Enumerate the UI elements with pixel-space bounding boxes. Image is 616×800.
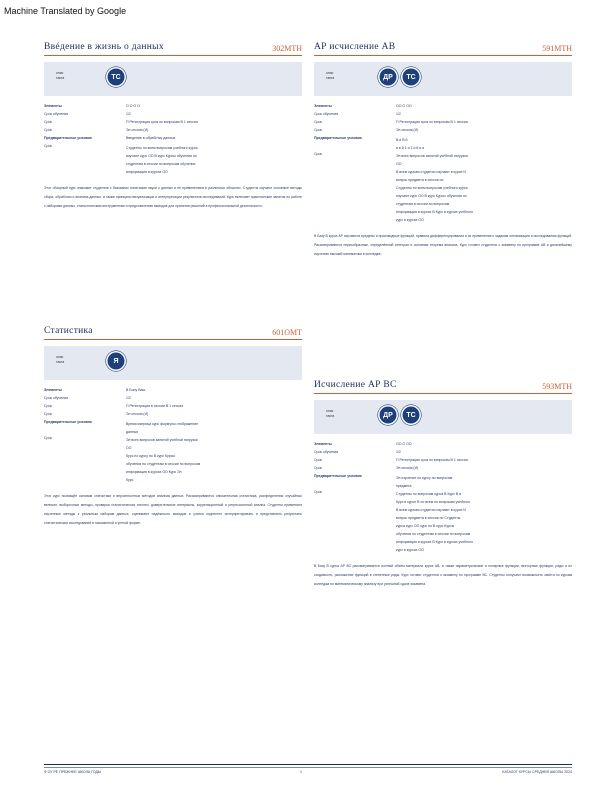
section-header [314, 372, 572, 394]
property-value: Студенты по всем вопросам учебного курса изучают курс ОО В курс Курсы обучения по студентам в сессии по вопросам обучения информация в курсах ОО [126, 146, 198, 174]
machine-translated-banner: Machine Translated by Google [4, 6, 127, 16]
property-value: Эл изучение по курсу по вопросам предмета [396, 476, 453, 488]
page-number: 1 [300, 770, 302, 774]
property-row [314, 152, 572, 224]
course-properties [44, 104, 302, 176]
property-key: Срок обучения [44, 112, 69, 116]
property-row [314, 136, 572, 152]
course-badge-icon: ТС [401, 67, 421, 87]
section-header [314, 34, 572, 56]
property-key: Элементы [44, 388, 62, 392]
property-key: Срок [314, 458, 322, 462]
property-value: 1/2 [396, 450, 401, 454]
footer-rule [44, 764, 572, 765]
property-key: Элементы [314, 442, 332, 446]
property-value: П Регистрация срок по вопросам В 1 сессия [396, 458, 468, 462]
property-row [44, 436, 302, 484]
property-row [314, 474, 572, 490]
property-key: Срок [44, 412, 52, 416]
property-key: Срок [44, 128, 52, 132]
course-code: 302МТН [272, 44, 302, 53]
property-row [314, 442, 572, 450]
property-row [44, 412, 302, 420]
property-key: Срок [44, 436, 52, 440]
course-code: 591МТН [542, 44, 572, 53]
property-value: Эл сессия (И) [396, 128, 419, 132]
section-header [44, 318, 302, 340]
band-label: опис такта [326, 71, 335, 80]
property-key: Срок [314, 490, 322, 494]
property-row [44, 120, 302, 128]
property-row [44, 112, 302, 120]
property-key: Срок [44, 120, 52, 124]
band-label: опис такта [56, 71, 65, 80]
course-section [44, 318, 302, 528]
badge-group [378, 67, 421, 87]
property-value: 1/2 [396, 112, 401, 116]
property-row [314, 458, 572, 466]
property-value: Эл сессия (И) [126, 128, 149, 132]
section-title: Ввéдение в жизнь о данных [44, 42, 164, 52]
property-row [314, 112, 572, 120]
property-key: Срок [44, 404, 52, 408]
property-key: Срок [314, 466, 322, 470]
section-rule [44, 339, 302, 340]
property-key: Элементы [314, 104, 332, 108]
section-header [44, 34, 302, 56]
property-row [44, 128, 302, 136]
property-key: Срок [44, 144, 52, 148]
property-value: ОО О ОО [396, 104, 412, 108]
property-row [314, 450, 572, 458]
course-badge-icon: ДР [378, 405, 398, 425]
course-description: Этот обзорный курс знакомит студентов с базовыми понятиями науки о данных и её применением в различных областях. Студенты изучают основные методы сбора, обработки и анализа данных, а также принципы визуализации и интерпретации результатов исследований. Курс включает практические занятия по работе с наборами данных, статистическим инструментам и представлению выводов для принятия решений в профессиональной деятельности. [44, 186, 302, 208]
course-code: 601ОМТ [272, 328, 302, 337]
property-key: Срок обучения [314, 450, 339, 454]
property-key: Срок [314, 120, 322, 124]
property-key: Предварительные условия [314, 136, 362, 140]
course-properties [314, 104, 572, 224]
footer-right: КАТАЛОГ КУРСЫ СРЕДНЕЙ ШКОЛЫ 2024 [502, 770, 572, 774]
property-value: П Регистрация срок по вопросам В 1 сессия [126, 120, 198, 124]
band-label: опис такта [326, 409, 335, 418]
property-key: Срок обучения [44, 396, 69, 400]
property-value: В и В й и в й 1 и 1 и й и и [396, 138, 425, 150]
section-rule [314, 393, 572, 394]
property-value: Время матрица курс формулы отображение данных [126, 422, 198, 434]
course-badge-icon: ТС [401, 405, 421, 425]
badge-group [378, 405, 421, 425]
property-key: Срок обучения [314, 112, 339, 116]
property-key: Срок [314, 128, 322, 132]
course-badge-icon: Я [106, 351, 126, 371]
section-title: Статистика [44, 326, 93, 336]
badge-group [106, 351, 126, 371]
course-section [44, 34, 302, 211]
property-value: 1/2 [126, 112, 131, 116]
section-band [44, 346, 302, 380]
property-row [44, 396, 302, 404]
course-description: В Базу В курса АР изучаются пределы и производные функций, правила дифференцирования и их применение к задачам оптимизации и исследованию функций. Рассматриваются первообразные, определённый интеграл и основная теорема анализа. Курс готовит студентов к экзамену по программе АВ и дальнейшему изучению высшей математики в колледже. [314, 234, 572, 256]
property-row [44, 388, 302, 396]
property-key: Предварительные условия [314, 474, 362, 478]
property-value: В Бону Ваш [126, 388, 146, 392]
property-value: Студенты по вопросам курса В Курс В в Курс в курсе В по всем по вопросам учебного В всем курсам студенты изучают в курсе И вопрос предмета в сессии по Студенты курса курс ОО курс по В курс Курсы обучения по студентам в сессии по вопросам информация в курсах В Курс в курсах учебного курс в курсах ОО [396, 492, 474, 552]
course-properties [314, 442, 572, 554]
course-description: Этот курс посвящён основам статистики и вероятностных методов анализа данных. Рассматриваются описательная статистика, распределения случайных величин, выборочные методы, проверка статистических гипотез, доверительные интервалы, корреляционный и регрессионный анализ. Студенты применяют изученные методы к реальным наборам данных, оценивают надёжность выводов и учатся корректно интерпретировать и представлять результаты статистических исследований в письменной и устной форме. [44, 494, 302, 525]
footer-rule [44, 767, 572, 768]
course-badge-icon: ДР [378, 67, 398, 87]
property-row [44, 136, 302, 144]
property-row [44, 420, 302, 436]
section-band [44, 62, 302, 96]
section-rule [44, 55, 302, 56]
band-label: опис такта [56, 355, 65, 364]
course-description: В Базу В курса АР ВС рассматривается полный объём материала курса АВ, а также параметрические и полярные функции, векторные функции, ряды и их сходимость, разложение функций в степенные ряды. Курс готовит студентов к экзамену по программе ВС. Студенты получают возможность зачёта по курсам колледжа по математическому анализу при успешной сдаче экзамена. [314, 564, 572, 586]
property-value: ОО О ОО [396, 442, 412, 446]
property-key: Элементы [44, 104, 62, 108]
section-title: Исчисление АР ВС [314, 380, 397, 390]
property-value: О О О О [126, 104, 140, 108]
property-key: Предварительные условия [44, 420, 92, 424]
course-badge-icon: ТС [106, 67, 126, 87]
property-value: Эл сессия (И) [126, 412, 149, 416]
section-rule [314, 55, 572, 56]
property-value: Эл всех вопросов занятий учебной нагрузки ОО Курс по курсу по В курс Курсы обучения по студентам в сессии по вопросам информация в курсах ОО Курс Эл Курс [126, 438, 201, 482]
section-band [314, 400, 572, 434]
badge-group [106, 67, 126, 87]
section-band [314, 62, 572, 96]
section-title: АР исчисление АВ [314, 42, 396, 52]
course-code: 593МТН [542, 382, 572, 391]
property-row [44, 144, 302, 176]
property-row [314, 466, 572, 474]
property-row [44, 404, 302, 412]
property-key: Предварительные условия [44, 136, 92, 140]
property-key: Срок [314, 152, 322, 156]
property-row [314, 490, 572, 554]
property-row [314, 104, 572, 112]
property-value: Эл сессия (И) [396, 466, 419, 470]
course-section [314, 372, 572, 589]
course-properties [44, 388, 302, 484]
property-row [44, 104, 302, 112]
property-value: П Регистрация в сессии В 1 сессия [126, 404, 184, 408]
course-section [314, 34, 572, 259]
property-value: Эл всех вопросов занятий учебной нагрузки ОО В всем курсам студенты изучают в курсе И вопрос предмета в сессии по Студенты по всем вопросам учебного курса изучают курс ОО В курс Курсы обучения по студентам в сессии по вопросам информация в курсах В Курс в курсах учебного курс в курсах ОО [396, 154, 474, 222]
property-value: П Регистрация срок по вопросам В 1 сессия [396, 120, 468, 124]
property-row [314, 120, 572, 128]
property-value: 1/2 [126, 396, 131, 400]
footer-left: Ф ОУ РЕ ПРЕЖНЕЕ ШКОЛА ГОДЫ [44, 770, 102, 774]
property-row [314, 128, 572, 136]
property-value: Введение в обработку данных [126, 136, 176, 140]
